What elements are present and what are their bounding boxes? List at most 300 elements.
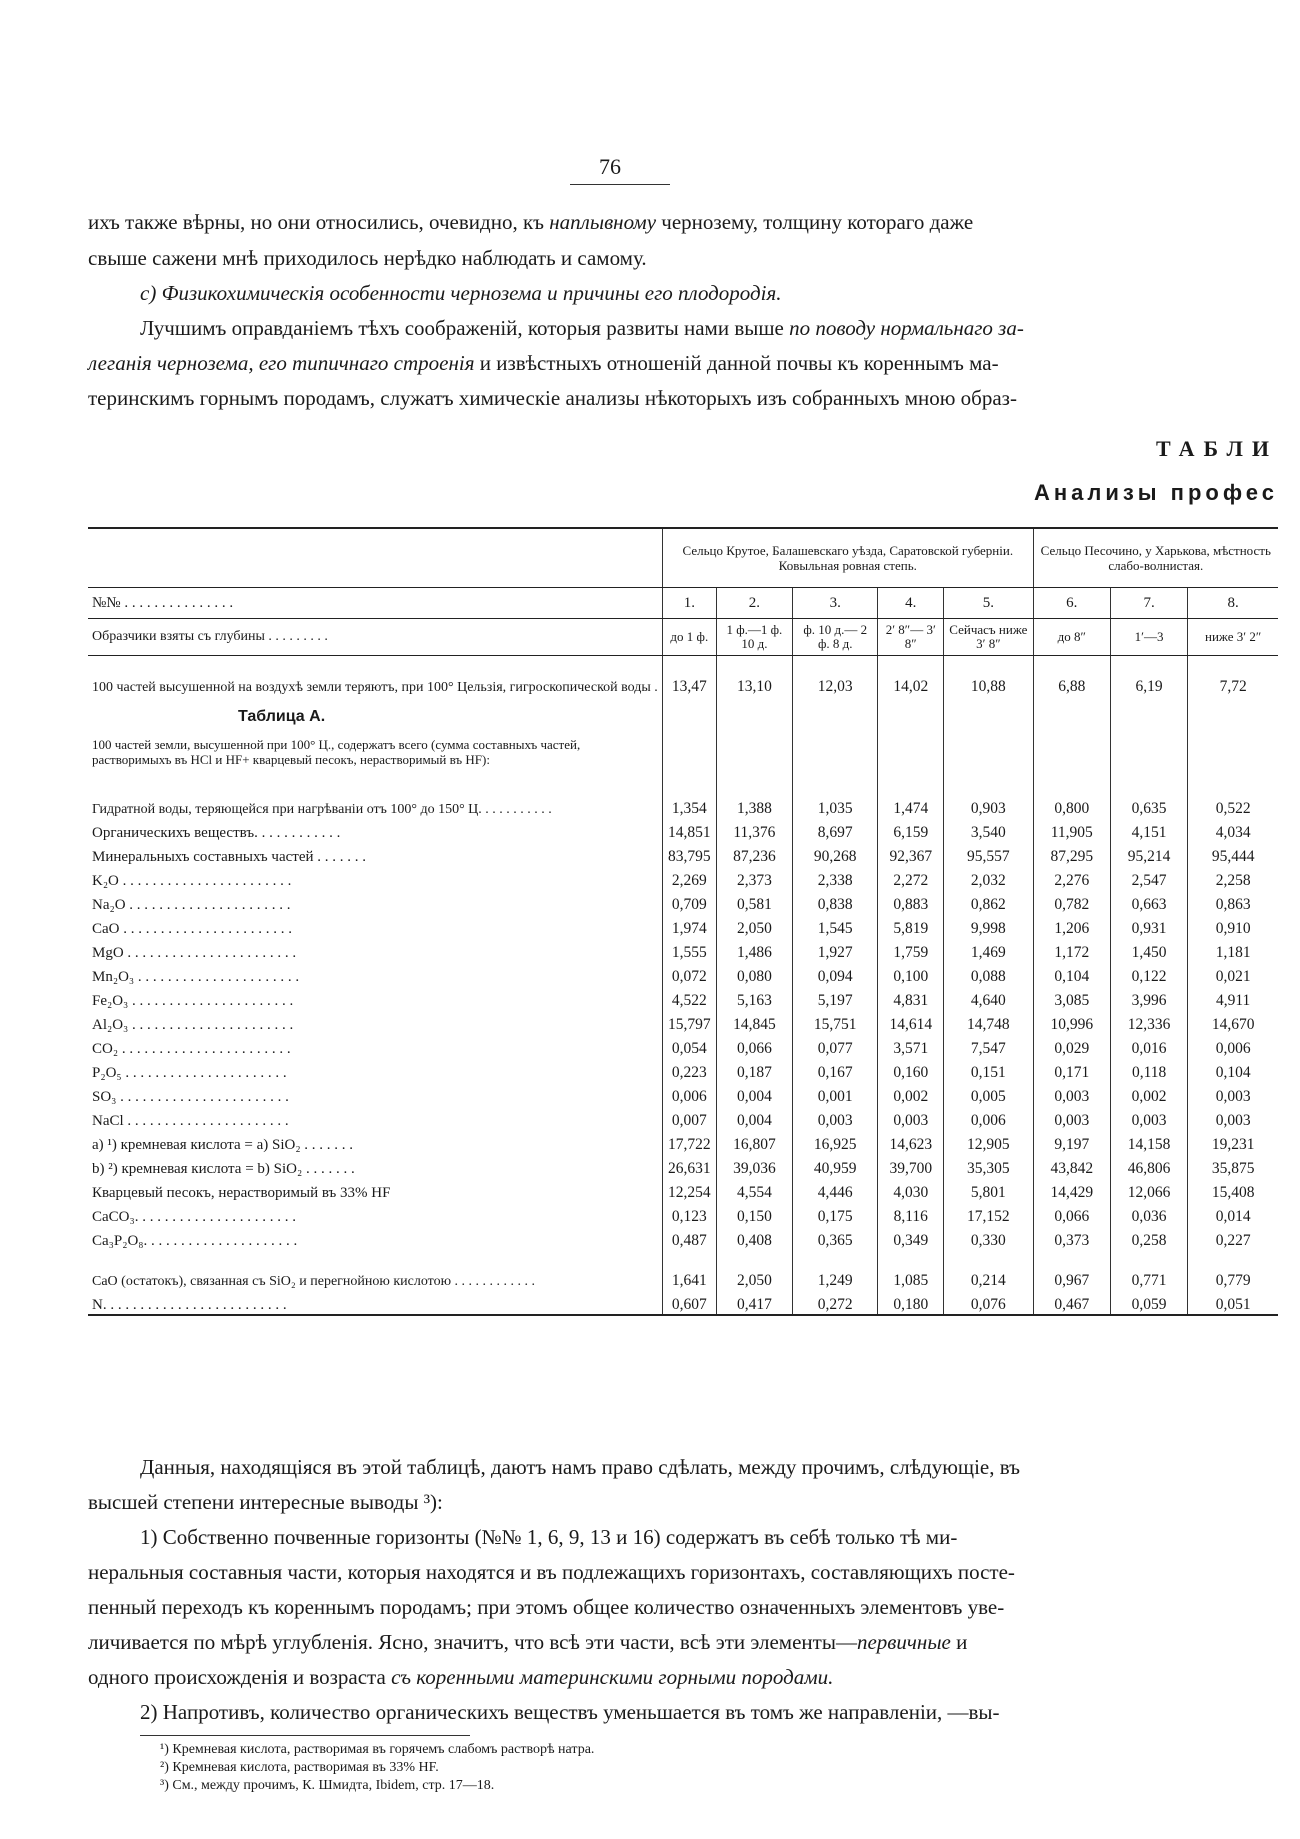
row-value: 11,376: [716, 818, 792, 842]
table-row: [88, 1106, 1278, 1130]
row-value: 4,554: [716, 1178, 792, 1202]
row-value: 4,446: [793, 1178, 878, 1202]
row-value: 0,006: [1188, 1034, 1278, 1058]
row-value: 4,640: [944, 986, 1033, 1010]
row-value: 14,851: [663, 818, 717, 842]
row-value: 1,486: [716, 938, 792, 962]
row-value: 0,838: [793, 890, 878, 914]
empty-cell: [878, 696, 944, 726]
table-row: [88, 1010, 1278, 1034]
hygro-row: [88, 656, 1278, 697]
table-caption: ТАБЛИ: [1156, 436, 1278, 461]
row-value: 0,779: [1188, 1250, 1278, 1290]
row-value: 0,931: [1110, 914, 1187, 938]
empty-cell: [716, 726, 792, 778]
intro-line-5-b: типичнаго строенія: [292, 351, 475, 375]
row-value: 0,365: [793, 1226, 878, 1250]
after-p2d-end: и: [950, 1630, 968, 1654]
row-value: 5,197: [793, 986, 878, 1010]
row-value: 26,631: [663, 1154, 717, 1178]
row-value: 5,801: [944, 1178, 1033, 1202]
row-value: 14,429: [1033, 1178, 1110, 1202]
row-value: 2,032: [944, 866, 1033, 890]
hygro-value: 13,10: [716, 656, 792, 697]
hygro-value: 12,03: [793, 656, 878, 697]
row-value: 46,806: [1110, 1154, 1187, 1178]
row-value: 19,231: [1188, 1130, 1278, 1154]
after-p2d: [88, 1630, 967, 1655]
intro-line-5-c: и извѣстныхъ отношеній данной почвы къ кореннымъ ма-: [474, 351, 999, 375]
row-value: 0,094: [793, 962, 878, 986]
depth-cell: ф. 10 д.— 2 ф. 8 д.: [793, 619, 878, 656]
empty-cell: [716, 696, 792, 726]
section-note-row: [88, 726, 1278, 778]
row-value: 1,388: [716, 778, 792, 818]
row-label: Na₂O . . . . . . . . . . . . . . . . . . . . . .: [92, 897, 291, 913]
row-value: 4,911: [1188, 986, 1278, 1010]
row-value: 0,607: [663, 1290, 717, 1315]
row-value: 0,054: [663, 1034, 717, 1058]
row-value: 1,450: [1110, 938, 1187, 962]
intro-line-1: [88, 210, 973, 235]
row-value: 1,545: [793, 914, 878, 938]
row-value: 35,875: [1188, 1154, 1278, 1178]
intro-line-5-a: леганія чернозема, его: [88, 351, 293, 375]
row-value: 0,522: [1188, 778, 1278, 818]
row-value: 2,258: [1188, 866, 1278, 890]
row-value: 16,807: [716, 1130, 792, 1154]
intro-line-4-a: Лучшимъ оправданіемъ тѣхъ соображеній, которыя развиты нами выше: [140, 316, 790, 340]
row-value: 87,236: [716, 842, 792, 866]
row-value: 0,417: [716, 1290, 792, 1315]
row-value: 0,171: [1033, 1058, 1110, 1082]
row-value: 0,883: [878, 890, 944, 914]
table-row: [88, 1178, 1278, 1202]
row-value: 1,249: [793, 1250, 878, 1290]
row-value: 0,006: [663, 1082, 717, 1106]
table-row: [88, 1082, 1278, 1106]
row-value: 0,187: [716, 1058, 792, 1082]
row-value: 2,269: [663, 866, 717, 890]
intro-line-5: [88, 351, 999, 376]
empty-cell: [1188, 726, 1278, 778]
intro-line-1-end: чернозему, толщину котораго даже: [656, 210, 974, 234]
row-value: 9,998: [944, 914, 1033, 938]
group-header-pesochino: Сельцо Песочино, у Харькова, мѣстность слабо-волнистая.: [1033, 528, 1278, 588]
depth-cell: 1′—3: [1110, 619, 1187, 656]
empty-cell: [944, 726, 1033, 778]
after-p2a: 1) Собственно почвенные горизонты (№№ 1, 6, 9, 13 и 16) содержатъ въ себѣ только тѣ ми-: [140, 1525, 958, 1549]
after-p2c: пенный переходъ къ кореннымъ породамъ; при этомъ общее количество означенныхъ элементовъ уве-: [88, 1595, 1005, 1619]
row-value: 4,522: [663, 986, 717, 1010]
table-row: [88, 1226, 1278, 1250]
depth-cell: до 8″: [1033, 619, 1110, 656]
row-value: 15,797: [663, 1010, 717, 1034]
table-row: [88, 962, 1278, 986]
row-value: 0,051: [1188, 1290, 1278, 1315]
intro-line-2: свыше сажени мнѣ приходилось нерѣдко наблюдать и самому.: [88, 246, 647, 270]
row-value: 0,003: [1033, 1106, 1110, 1130]
table-group-header: [88, 528, 1278, 588]
row-value: 10,996: [1033, 1010, 1110, 1034]
row-value: 0,214: [944, 1250, 1033, 1290]
row-value: 0,104: [1188, 1058, 1278, 1082]
col-number: 4.: [878, 588, 944, 619]
footnote-rule: [140, 1735, 470, 1736]
row-value: 0,330: [944, 1226, 1033, 1250]
row-value: 0,349: [878, 1226, 944, 1250]
hygro-value: 10,88: [944, 656, 1033, 697]
row-label: b) ²) кремневая кислота = b) SiO₂ . . . . . . .: [92, 1161, 355, 1177]
row-value: 12,066: [1110, 1178, 1187, 1202]
row-value: 0,709: [663, 890, 717, 914]
row-value: 4,034: [1188, 818, 1278, 842]
table-subcaption: Анализы профес: [1033, 480, 1278, 505]
table-row: [88, 914, 1278, 938]
after-p2d-ital: первичные: [856, 1630, 951, 1654]
empty-cell: [1110, 696, 1187, 726]
after-p1b: высшей степени интересные выводы ³):: [88, 1490, 443, 1514]
row-value: 0,104: [1033, 962, 1110, 986]
row-value: 95,214: [1110, 842, 1187, 866]
table-row: [88, 842, 1278, 866]
row-value: 1,181: [1188, 938, 1278, 962]
row-value: 0,150: [716, 1202, 792, 1226]
row-value: 14,670: [1188, 1010, 1278, 1034]
row-value: 0,487: [663, 1226, 717, 1250]
row-value: 0,004: [716, 1082, 792, 1106]
row-value: 0,014: [1188, 1202, 1278, 1226]
row-value: 2,373: [716, 866, 792, 890]
row-value: 0,122: [1110, 962, 1187, 986]
row-value: 0,581: [716, 890, 792, 914]
row-label: Fe₂O₃ . . . . . . . . . . . . . . . . . . . . . .: [92, 993, 294, 1009]
depth-cell: ниже 3′ 2″: [1188, 619, 1278, 656]
row-value: 0,002: [1110, 1082, 1187, 1106]
col-number: 7.: [1110, 588, 1187, 619]
row-value: 0,005: [944, 1082, 1033, 1106]
row-value: 11,905: [1033, 818, 1110, 842]
row-value: 95,557: [944, 842, 1033, 866]
row-value: 0,007: [663, 1106, 717, 1130]
data-rows: [88, 778, 1278, 1315]
row-value: 1,469: [944, 938, 1033, 962]
row-value: 2,338: [793, 866, 878, 890]
table-row: [88, 1154, 1278, 1178]
row-value: 2,547: [1110, 866, 1187, 890]
row-value: 0,003: [1110, 1106, 1187, 1130]
intro-line-6: теринскимъ горнымъ породамъ, служатъ химическіе анализы нѣкоторыхъ изъ собранныхъ мною образ-: [88, 386, 1017, 410]
row-value: 0,910: [1188, 914, 1278, 938]
row-value: 3,571: [878, 1034, 944, 1058]
row-label: CaCO₃. . . . . . . . . . . . . . . . . . . . . .: [92, 1209, 296, 1225]
row-value: 0,100: [878, 962, 944, 986]
table-row: [88, 1058, 1278, 1082]
table-row: [88, 1202, 1278, 1226]
row-value: 12,905: [944, 1130, 1033, 1154]
row-label: CaO (остатокъ), связанная съ SiO₂ и перегнойною кислотою . . . . . . . . . . . .: [92, 1274, 536, 1289]
row-value: 15,408: [1188, 1178, 1278, 1202]
table-row: [88, 778, 1278, 818]
depth-label: Образчики взяты съ глубины . . . . . . . . .: [88, 619, 663, 656]
row-value: 0,800: [1033, 778, 1110, 818]
empty-cell: [1110, 726, 1187, 778]
row-value: 8,697: [793, 818, 878, 842]
page-number-rule: [570, 184, 670, 185]
row-value: 0,123: [663, 1202, 717, 1226]
row-value: 1,474: [878, 778, 944, 818]
row-value: 0,180: [878, 1290, 944, 1315]
row-label: NaCl . . . . . . . . . . . . . . . . . . . . . .: [92, 1113, 289, 1129]
row-value: 0,003: [1033, 1082, 1110, 1106]
row-value: 14,158: [1110, 1130, 1187, 1154]
row-value: 0,002: [878, 1082, 944, 1106]
after-p2b: неральныя составныя части, которыя находятся и въ подлежащихъ горизонтахъ, составляющихъ посте-: [88, 1560, 1015, 1584]
row-value: 1,927: [793, 938, 878, 962]
row-value: 14,614: [878, 1010, 944, 1034]
column-numbers-row: [88, 588, 1278, 619]
row-label: K₂O . . . . . . . . . . . . . . . . . . . . . . .: [92, 873, 292, 889]
section-heading-c: c) Физикохимическія особенности чернозема и причины его плодородія.: [140, 281, 782, 305]
row-value: 14,623: [878, 1130, 944, 1154]
section-a-title: Таблица A.: [238, 708, 326, 725]
row-value: 7,547: [944, 1034, 1033, 1058]
after-p2e-ital: съ коренными материнскими горными породами.: [391, 1665, 834, 1689]
row-value: 2,276: [1033, 866, 1110, 890]
row-value: 43,842: [1033, 1154, 1110, 1178]
row-value: 0,771: [1110, 1250, 1187, 1290]
col-number: 8.: [1188, 588, 1278, 619]
row-value: 4,831: [878, 986, 944, 1010]
row-value: 92,367: [878, 842, 944, 866]
row-value: 2,050: [716, 914, 792, 938]
row-value: 0,223: [663, 1058, 717, 1082]
hygro-value: 14,02: [878, 656, 944, 697]
row-label: Mn₂O₃ . . . . . . . . . . . . . . . . . . . . . .: [92, 969, 300, 985]
row-value: 0,227: [1188, 1226, 1278, 1250]
row-value: 35,305: [944, 1154, 1033, 1178]
row-value: 1,555: [663, 938, 717, 962]
row-value: 39,700: [878, 1154, 944, 1178]
row-value: 0,016: [1110, 1034, 1187, 1058]
row-value: 1,354: [663, 778, 717, 818]
row-value: 4,030: [878, 1178, 944, 1202]
row-value: 5,163: [716, 986, 792, 1010]
row-value: 0,151: [944, 1058, 1033, 1082]
row-value: 3,996: [1110, 986, 1187, 1010]
footnote-2: ²) Кремневая кислота, растворимая въ 33% HF.: [160, 1760, 439, 1775]
row-value: 0,036: [1110, 1202, 1187, 1226]
empty-cell: [1188, 696, 1278, 726]
col-number: 6.: [1033, 588, 1110, 619]
row-value: 0,863: [1188, 890, 1278, 914]
row-value: 90,268: [793, 842, 878, 866]
row-label: CO₂ . . . . . . . . . . . . . . . . . . . . . . .: [92, 1041, 291, 1057]
row-value: 14,748: [944, 1010, 1033, 1034]
col-number: 1.: [663, 588, 717, 619]
row-value: 0,003: [1188, 1082, 1278, 1106]
table-row: [88, 1130, 1278, 1154]
analysis-table: [88, 527, 1278, 1316]
row-label: Гидратной воды, теряющейся при нагрѣваніи отъ 100° до 150° Ц. . . . . . . . . . .: [92, 802, 552, 817]
hygro-label: 100 частей высушенной на воздухѣ земли теряютъ, при 100° Цельзія, гигроскопической воды .: [92, 680, 658, 695]
intro-line-4: [140, 316, 1024, 341]
row-value: 0,635: [1110, 778, 1187, 818]
row-label: N. . . . . . . . . . . . . . . . . . . . . . . . .: [88, 1290, 663, 1315]
row-label: CaO . . . . . . . . . . . . . . . . . . . . . . .: [92, 921, 292, 937]
table-row: [88, 890, 1278, 914]
row-label: Минеральныхъ составныхъ частей . . . . . . .: [92, 849, 367, 865]
row-value: 1,206: [1033, 914, 1110, 938]
row-value: 0,006: [944, 1106, 1033, 1130]
depth-cell: 1 ф.—1 ф. 10 д.: [716, 619, 792, 656]
row-value: 0,175: [793, 1202, 878, 1226]
intro-line-4-b: по поводу нормальнаго за-: [789, 316, 1024, 340]
row-value: 0,080: [716, 962, 792, 986]
row-value: 3,540: [944, 818, 1033, 842]
row-value: 40,959: [793, 1154, 878, 1178]
row-value: 3,085: [1033, 986, 1110, 1010]
col-number: 3.: [793, 588, 878, 619]
row-value: 1,974: [663, 914, 717, 938]
row-value: 0,272: [793, 1290, 878, 1315]
nn-label: №№ . . . . . . . . . . . . . . .: [88, 588, 663, 619]
row-label: Al₂O₃ . . . . . . . . . . . . . . . . . . . . . .: [92, 1017, 294, 1033]
row-value: 0,118: [1110, 1058, 1187, 1082]
table-row: [88, 818, 1278, 842]
row-value: 83,795: [663, 842, 717, 866]
row-label: Органическихъ веществъ. . . . . . . . . . . .: [92, 825, 341, 841]
row-label: SO₃ . . . . . . . . . . . . . . . . . . . . . . .: [92, 1089, 289, 1105]
row-value: 9,197: [1033, 1130, 1110, 1154]
row-label: MgO . . . . . . . . . . . . . . . . . . . . . . .: [92, 945, 297, 961]
table-row: [88, 938, 1278, 962]
col-number: 5.: [944, 588, 1033, 619]
empty-cell: [944, 696, 1033, 726]
row-value: 0,167: [793, 1058, 878, 1082]
depth-cell: до 1 ф.: [663, 619, 717, 656]
table-row: [88, 986, 1278, 1010]
row-value: 0,066: [1033, 1202, 1110, 1226]
row-value: 15,751: [793, 1010, 878, 1034]
after-p2e: [88, 1665, 833, 1690]
col-number: 2.: [716, 588, 792, 619]
group-header-krutoe: Сельцо Крутое, Балашевскаго уѣзда, Саратовской губерніи. Ковыльная ровная степь.: [663, 528, 1034, 588]
row-value: 6,159: [878, 818, 944, 842]
row-value: 0,258: [1110, 1226, 1187, 1250]
row-value: 0,072: [663, 962, 717, 986]
row-value: 14,845: [716, 1010, 792, 1034]
row-label: Кварцевый песокъ, нерастворимый въ 33% HF: [92, 1185, 391, 1201]
table-row: [88, 1290, 1278, 1315]
intro-line-1-a: ихъ также вѣрны, но они относились, очевидно, къ: [88, 210, 550, 234]
table-corner: [88, 528, 663, 588]
row-value: 0,862: [944, 890, 1033, 914]
row-value: 4,151: [1110, 818, 1187, 842]
hygro-value: 7,72: [1188, 656, 1278, 697]
empty-cell: [663, 726, 717, 778]
empty-cell: [793, 726, 878, 778]
row-value: 1,172: [1033, 938, 1110, 962]
row-value: 0,003: [878, 1106, 944, 1130]
row-value: 0,021: [1188, 962, 1278, 986]
depth-row: [88, 619, 1278, 656]
row-value: 39,036: [716, 1154, 792, 1178]
row-value: 0,782: [1033, 890, 1110, 914]
row-label: a) ¹) кремневая кислота = a) SiO₂ . . . . . . .: [92, 1137, 354, 1153]
row-value: 0,373: [1033, 1226, 1110, 1250]
intro-line-1-ital: наплывному: [549, 210, 657, 234]
hygro-value: 6,19: [1110, 656, 1187, 697]
after-p1a: Данныя, находящіяся въ этой таблицѣ, даютъ намъ право сдѣлать, между прочимъ, слѣдующіе, въ: [140, 1455, 1020, 1479]
empty-cell: [878, 726, 944, 778]
row-value: 1,085: [878, 1250, 944, 1290]
section-a-note: 100 частей земли, высушенной при 100° Ц., содержатъ всего (сумма составныхъ частей, растворимыхъ въ HCl и HF+ кварцевый песокъ, нерастворимый въ HF):: [92, 737, 581, 767]
row-value: 5,819: [878, 914, 944, 938]
after-p2e-a: одного происхожденія и возраста: [88, 1665, 392, 1689]
row-value: 0,059: [1110, 1290, 1187, 1315]
row-value: 12,254: [663, 1178, 717, 1202]
empty-cell: [663, 696, 717, 726]
footnote-1: ¹) Кремневая кислота, растворимая въ горячемъ слабомъ растворѣ натра.: [160, 1742, 595, 1757]
row-value: 8,116: [878, 1202, 944, 1226]
row-value: 0,004: [716, 1106, 792, 1130]
page-number: 76: [599, 154, 621, 179]
table-row: [88, 1034, 1278, 1058]
row-value: 0,160: [878, 1058, 944, 1082]
row-value: 0,003: [1188, 1106, 1278, 1130]
row-value: 0,076: [944, 1290, 1033, 1315]
row-value: 0,077: [793, 1034, 878, 1058]
hygro-value: 13,47: [663, 656, 717, 697]
table-row: [88, 1250, 1278, 1290]
row-value: 0,088: [944, 962, 1033, 986]
row-value: 0,408: [716, 1226, 792, 1250]
row-value: 1,759: [878, 938, 944, 962]
section-a-row: [88, 696, 1278, 726]
row-value: 16,925: [793, 1130, 878, 1154]
row-value: 0,066: [716, 1034, 792, 1058]
row-value: 87,295: [1033, 842, 1110, 866]
row-value: 17,152: [944, 1202, 1033, 1226]
empty-cell: [1033, 726, 1110, 778]
row-value: 0,467: [1033, 1290, 1110, 1315]
row-value: 12,336: [1110, 1010, 1187, 1034]
row-value: 2,050: [716, 1250, 792, 1290]
depth-cell: Сейчасъ ниже 3′ 8″: [944, 619, 1033, 656]
row-value: 17,722: [663, 1130, 717, 1154]
row-value: 2,272: [878, 866, 944, 890]
row-value: 0,001: [793, 1082, 878, 1106]
row-value: 0,003: [793, 1106, 878, 1130]
row-value: 0,663: [1110, 890, 1187, 914]
after-p2d-a: личивается по мѣрѣ углубленія. Ясно, значитъ, что всѣ эти части, всѣ эти элементы—: [88, 1630, 857, 1654]
row-value: 0,967: [1033, 1250, 1110, 1290]
row-label: P₂O₅ . . . . . . . . . . . . . . . . . . . . . .: [92, 1065, 287, 1081]
empty-cell: [1033, 696, 1110, 726]
row-label: Ca₃P₂O₈. . . . . . . . . . . . . . . . . . . . .: [92, 1233, 298, 1249]
hygro-value: 6,88: [1033, 656, 1110, 697]
row-value: 0,903: [944, 778, 1033, 818]
table-row: [88, 866, 1278, 890]
row-value: 1,035: [793, 778, 878, 818]
empty-cell: [793, 696, 878, 726]
depth-cell: 2′ 8″— 3′ 8″: [878, 619, 944, 656]
row-value: 95,444: [1188, 842, 1278, 866]
footnote-3: ³) См., между прочимъ, К. Шмидта, Ibidem, стр. 17—18.: [160, 1778, 495, 1793]
row-value: 0,029: [1033, 1034, 1110, 1058]
row-value: 1,641: [663, 1250, 717, 1290]
